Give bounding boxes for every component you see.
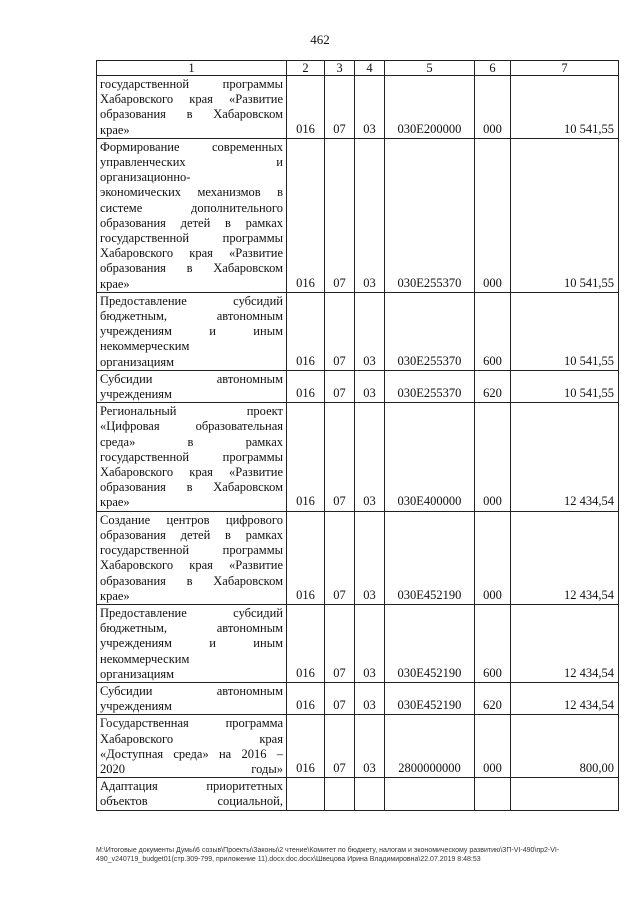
chapter-code: 016 [287, 370, 325, 402]
target-article-code: 030E255370 [385, 370, 475, 402]
section-code: 07 [325, 292, 355, 370]
amount-cell: 12 434,54 [511, 604, 619, 682]
description-line: некоммерческим [100, 339, 190, 354]
chapter-code: 016 [287, 292, 325, 370]
description-line: организациям [100, 666, 175, 681]
description-line: организациям [100, 354, 175, 369]
description-line: Адаптация приоритетных [100, 779, 283, 794]
section-code: 07 [325, 403, 355, 511]
subsection-code: 03 [355, 292, 385, 370]
row-description [97, 370, 287, 402]
chapter-code: 016 [287, 138, 325, 292]
target-article-code: 030E400000 [385, 403, 475, 511]
description-line: Региональный проект [100, 404, 283, 419]
section-code: 07 [325, 682, 355, 714]
amount-cell [511, 778, 619, 810]
description-line: Субсидии автономным [100, 683, 283, 698]
subsection-code: 03 [355, 682, 385, 714]
description-line: Формирование современных [100, 139, 283, 154]
description-line: Хабаровского края «Развитие [100, 246, 283, 261]
table-row [97, 138, 619, 292]
target-article-code: 030E452190 [385, 511, 475, 604]
table-row [97, 778, 619, 810]
description-line: среда» в рамках [100, 434, 283, 449]
description-line: Хабаровского края «Развитие [100, 92, 283, 107]
description-line: Предоставление субсидий [100, 605, 283, 620]
table-row [97, 370, 619, 402]
column-header: 2 [287, 61, 325, 76]
section-code: 07 [325, 370, 355, 402]
chapter-code: 016 [287, 403, 325, 511]
description-line: Хабаровского края [100, 731, 283, 746]
description-line: учреждениям [100, 699, 172, 714]
subsection-code: 03 [355, 76, 385, 139]
expense-type-code: 000 [475, 511, 511, 604]
table-header-row [97, 61, 619, 76]
description-line: учреждениям [100, 387, 172, 402]
description-line: «Доступная среда» на 2016 – [100, 746, 283, 761]
row-description [97, 511, 287, 604]
description-line: бюджетным, автономным [100, 309, 283, 324]
section-code [325, 778, 355, 810]
section-code: 07 [325, 511, 355, 604]
expense-type-code [475, 778, 511, 810]
section-code: 07 [325, 604, 355, 682]
amount-cell: 800,00 [511, 715, 619, 778]
description-line: некоммерческим [100, 651, 190, 666]
subsection-code: 03 [355, 511, 385, 604]
expense-type-code: 600 [475, 292, 511, 370]
description-line: крае» [100, 495, 130, 510]
description-line: образования в Хабаровском [100, 480, 283, 495]
column-header: 1 [97, 61, 287, 76]
description-line: учреждениям и иным [100, 636, 283, 651]
row-description [97, 138, 287, 292]
description-line: Хабаровского края «Развитие [100, 465, 283, 480]
section-code: 07 [325, 138, 355, 292]
column-header: 7 [511, 61, 619, 76]
target-article-code: 030E452190 [385, 604, 475, 682]
chapter-code: 016 [287, 682, 325, 714]
description-line: образования в Хабаровском [100, 573, 283, 588]
row-description [97, 682, 287, 714]
target-article-code: 030E200000 [385, 76, 475, 139]
chapter-code [287, 778, 325, 810]
table-row [97, 292, 619, 370]
table-row [97, 604, 619, 682]
target-article-code: 2800000000 [385, 715, 475, 778]
expense-type-code: 620 [475, 370, 511, 402]
description-line: управленческих и [100, 155, 283, 170]
budget-table [96, 60, 619, 811]
description-line: бюджетным, автономным [100, 621, 283, 636]
description-line: Государственная программа [100, 716, 283, 731]
row-description [97, 403, 287, 511]
description-line: объектов социальной, [100, 794, 283, 809]
column-header: 4 [355, 61, 385, 76]
description-line: крае» [100, 122, 130, 137]
chapter-code: 016 [287, 604, 325, 682]
target-article-code: 030E452190 [385, 682, 475, 714]
description-line: крае» [100, 276, 130, 291]
page-number: 462 [310, 32, 330, 47]
row-description [97, 715, 287, 778]
table-row [97, 715, 619, 778]
row-description [97, 778, 287, 810]
description-line: экономических механизмов в [100, 185, 283, 200]
amount-cell: 12 434,54 [511, 682, 619, 714]
row-description [97, 604, 287, 682]
amount-cell: 10 541,55 [511, 76, 619, 139]
description-line: государственной программы [100, 449, 283, 464]
chapter-code: 016 [287, 76, 325, 139]
row-description [97, 292, 287, 370]
amount-cell: 10 541,55 [511, 292, 619, 370]
description-line: образования детей в рамках [100, 527, 283, 542]
amount-cell: 10 541,55 [511, 138, 619, 292]
description-line: Создание центров цифрового [100, 512, 283, 527]
subsection-code: 03 [355, 403, 385, 511]
chapter-code: 016 [287, 511, 325, 604]
column-header: 3 [325, 61, 355, 76]
description-line: организационно- [100, 170, 191, 185]
description-line: крае» [100, 588, 130, 603]
target-article-code: 030E255370 [385, 138, 475, 292]
description-line: государственной программы [100, 543, 283, 558]
target-article-code [385, 778, 475, 810]
description-line: Хабаровского края «Развитие [100, 558, 283, 573]
subsection-code: 03 [355, 370, 385, 402]
description-line: образования детей в рамках [100, 215, 283, 230]
expense-type-code: 600 [475, 604, 511, 682]
section-code: 07 [325, 76, 355, 139]
subsection-code: 03 [355, 715, 385, 778]
description-line: системе дополнительного [100, 200, 283, 215]
document-path-footer: M:\Итоговые документы Думы\6 созыв\Проекты\Законы\2 чтение\Комитет по бюджету, налогам и экономическому развитию\ЗП-VI-490\пр2-VI-490_v240719_budget01(стр.309-799, приложение 11).docx.doc.docx\Швецова Ирина Владимировна\22.07.2019 8:48:53 [96, 847, 560, 863]
description-line: Субсидии автономным [100, 371, 283, 386]
amount-cell: 12 434,54 [511, 403, 619, 511]
table-row [97, 682, 619, 714]
description-line: образования в Хабаровском [100, 107, 283, 122]
section-code: 07 [325, 715, 355, 778]
target-article-code: 030E255370 [385, 292, 475, 370]
description-line: Предоставление субсидий [100, 293, 283, 308]
table-row [97, 76, 619, 139]
column-header: 5 [385, 61, 475, 76]
subsection-code: 03 [355, 604, 385, 682]
table-row [97, 403, 619, 511]
description-line: образования в Хабаровском [100, 261, 283, 276]
table-row [97, 511, 619, 604]
description-line: государственной программы [100, 231, 283, 246]
chapter-code: 016 [287, 715, 325, 778]
amount-cell: 10 541,55 [511, 370, 619, 402]
description-line: 2020 годы» [100, 761, 283, 776]
expense-type-code: 620 [475, 682, 511, 714]
description-line: учреждениям и иным [100, 324, 283, 339]
subsection-code: 03 [355, 138, 385, 292]
expense-type-code: 000 [475, 138, 511, 292]
amount-cell: 12 434,54 [511, 511, 619, 604]
row-description [97, 76, 287, 139]
expense-type-code: 000 [475, 76, 511, 139]
description-line: «Цифровая образовательная [100, 419, 283, 434]
column-header: 6 [475, 61, 511, 76]
expense-type-code: 000 [475, 403, 511, 511]
description-line: государственной программы [100, 77, 283, 91]
expense-type-code: 000 [475, 715, 511, 778]
subsection-code [355, 778, 385, 810]
